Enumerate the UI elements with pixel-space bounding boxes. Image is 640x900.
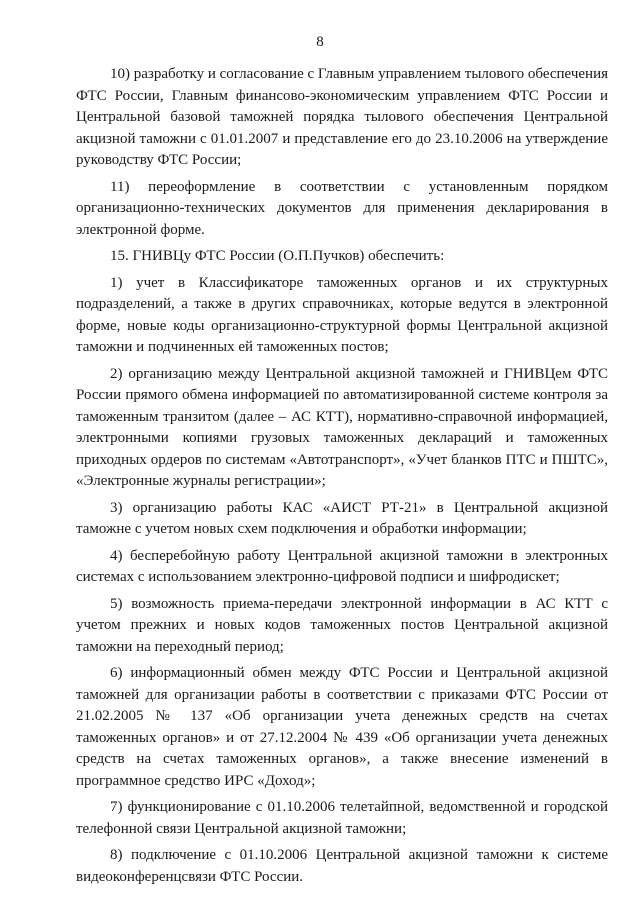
paragraph-subitem-1: 1) учет в Классификаторе таможенных органов и их структурных подразделений, а также в других справочниках, которые ведутся в электронной форме, новые коды организационно-структурной формы Центральной акцизной таможни и подчиненных ей таможенных постов; <box>76 274 608 355</box>
paragraph-subitem-4: 4) бесперебойную работу Центральной акцизной таможни в электронных системах с использованием электронно-цифровой подписи и шифродискет; <box>76 547 608 585</box>
paragraph-item-10: 10) разработку и согласование с Главным управлением тылового обеспечения ФТС России, Главным финансово-экономическим управлением ФТС России и Центральной базовой таможней порядка тылового обеспечения Центральной акцизной таможни с 01.01.2007 и представление его до 23.10.2006 на утверждение руководству ФТС России; <box>76 66 608 168</box>
paragraph-subitem-3: 3) организацию работы КАС «АИСТ РТ-21» в Центральной акцизной таможне с учетом новых схем подключения и обработки информации; <box>76 499 608 537</box>
paragraph-section-15-heading: 15. ГНИВЦу ФТС России (О.П.Пучков) обеспечить: <box>110 248 445 264</box>
page-number: 8 <box>316 34 324 50</box>
paragraph-subitem-5: 5) возможность приема-передачи электронной информации в АС КТТ с учетом прежних и новых кодов таможенных постов Центральной акцизной таможни на переходный период; <box>76 595 608 655</box>
document-body <box>76 64 608 888</box>
paragraph-subitem-7: 7) функционирование с 01.10.2006 телетайпной, ведомственной и городской телефонной связи Центральной акцизной таможни; <box>76 799 608 837</box>
paragraph-subitem-8: 8) подключение с 01.10.2006 Центральной акцизной таможни к системе видеоконференцсвязи ФТС России. <box>76 847 608 885</box>
paragraph-subitem-6: 6) информационный обмен между ФТС России и Центральной акцизной таможней для организации работы в соответствии с приказами ФТС России от 21.02.2005 № 137 «Об организации учета денежных средств на счетах таможенных органов» и от 27.12.2004 № 439 «Об организации учета денежных средств на счетах таможенных органов», а также внесение изменений в программное средство ИРС «Доход»; <box>76 665 608 789</box>
paragraph-item-11: 11) переоформление в соответствии с установленным порядком организационно-технических документов для применения декларирования в электронной форме. <box>76 178 608 238</box>
paragraph-subitem-2: 2) организацию между Центральной акцизной таможней и ГНИВЦем ФТС России прямого обмена информацией по автоматизированной системе контроля за таможенным транзитом (далее – АС КТТ), нормативно-справочной информацией, электронными копиями грузовых таможенных деклараций и таможенных приходных ордеров по системам «Автотранспорт», «Учет бланков ПТС и ПШТС», «Электронные журналы регистрации»; <box>76 365 608 489</box>
